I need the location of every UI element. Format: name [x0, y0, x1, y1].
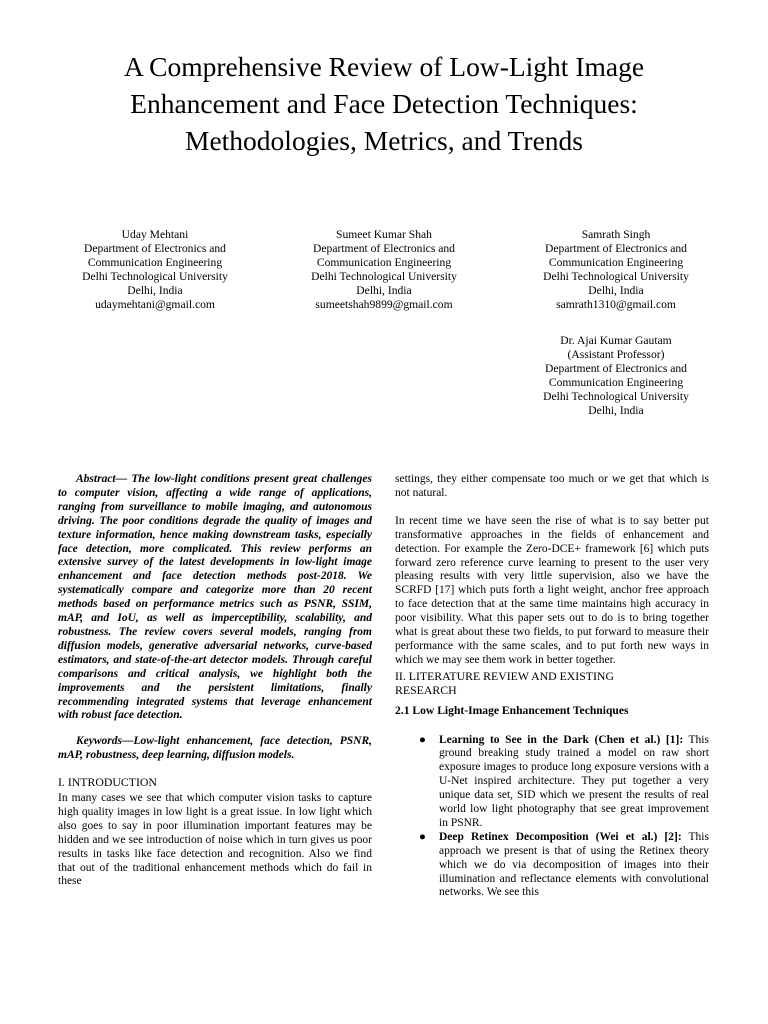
- author-dept: Department of Electronics and: [84, 241, 226, 255]
- author-block-2: [284, 228, 484, 311]
- author-univ: Delhi Technological University: [311, 269, 457, 283]
- abstract-lead: Abstract—: [76, 473, 128, 485]
- author-location: Delhi, India: [127, 283, 183, 297]
- author-name: Sumeet Kumar Shah: [336, 228, 432, 241]
- paragraph: settings, they either compensate too much or we get that which is not natural.: [395, 473, 709, 499]
- author-dept: Department of Electronics and: [545, 361, 687, 375]
- left-column: [58, 473, 372, 889]
- item-title: Learning to See in the Dark (Chen et al.) [1]:: [439, 733, 684, 746]
- paper-title: [60, 48, 708, 159]
- author-univ: Delhi Technological University: [543, 389, 689, 403]
- author-name: Uday Mehtani: [121, 228, 189, 241]
- author-block-1: [55, 228, 255, 311]
- bullet: ●: [419, 733, 426, 746]
- subsection-heading: 2.1 Low Light-Image Enhancement Techniques: [395, 703, 629, 717]
- item-title: Deep Retinex Decomposition (Wei et al.) [2]:: [439, 830, 682, 843]
- item-text: This ground breaking study trained a model on raw short exposure images to produce long exposure versions with a U-Net inspired architecture. They put together a very unique data set, SID which we present the results of real world low light photography that see great improvement in PSNR.: [439, 733, 709, 829]
- title-line: A Comprehensive Review of Low-Light Image: [123, 51, 645, 82]
- bullet: ●: [419, 830, 426, 843]
- author-dept: Department of Electronics and: [545, 241, 687, 255]
- section-heading-introduction: I. INTRODUCTION: [58, 775, 157, 790]
- author-univ: Delhi Technological University: [82, 269, 228, 283]
- author-location: Delhi, India: [588, 403, 644, 417]
- author-dept: Communication Engineering: [548, 255, 684, 269]
- paragraph: In recent time we have seen the rise of what is to say better put transformative approaches in the fields of enhancement and detection. For example the Zero-DCE+ framework [6] which puts forward zero reference curve learning to present to the user very pleasing results with very little supervision, also we have the SCRFD [17] which puts forth a light weight, anchor free approach to face detection that at the same time maintains high accuracy in poor visibility. What this paper sets out to do is to bring together what is great about these two fields, to put forward to measure their performance with the same scales, and to put forth new ways in which we may see them work in better together.: [395, 514, 709, 666]
- literature-list: [395, 734, 709, 901]
- list-item: [395, 831, 709, 901]
- author-name: Dr. Ajai Kumar Gautam: [560, 334, 672, 347]
- right-column: [395, 473, 709, 900]
- abstract: [58, 473, 372, 723]
- author-block-3: [516, 228, 716, 311]
- author-block-4: [516, 334, 716, 417]
- intro-paragraph: In many cases we see that which computer vision tasks to capture high quality images in low light is a great issue. In low light which also goes to say in poor illumination important features may be hidden and we see introduction of noise which in turn gives us poor results in tasks like face detection and recognition. Also we find that out of the traditional enhancement methods which do fail in these: [58, 792, 372, 888]
- heading-line: II. LITERATURE REVIEW AND EXISTING: [395, 668, 614, 683]
- heading-line: RESEARCH: [395, 682, 457, 697]
- keywords: Keywords—Low-light enhancement, face detection, PSNR, mAP, robustness, deep learning, diffusion models.: [58, 735, 372, 762]
- author-email: samrath1310@gmail.com: [556, 297, 676, 311]
- author-dept: Communication Engineering: [87, 255, 223, 269]
- list-item: [395, 734, 709, 831]
- author-univ: Delhi Technological University: [543, 269, 689, 283]
- author-email: sumeetshah9899@gmail.com: [315, 297, 453, 311]
- author-dept: Communication Engineering: [316, 255, 452, 269]
- author-email: udaymehtani@gmail.com: [95, 297, 215, 311]
- title-line: Methodologies, Metrics, and Trends: [185, 125, 583, 156]
- author-name: Samrath Singh: [581, 228, 651, 241]
- author-location: Delhi, India: [356, 283, 412, 297]
- section-heading-literature-review: [395, 670, 709, 698]
- item-text: This approach we present is that of using the Retinex theory which we do via decomposition of images into their illumination and reflectance elements with convolutional networks. We see this: [439, 830, 709, 899]
- abstract-text: The low-light conditions present great challenges to computer vision, affecting a wide range of applications, ranging from surveillance to mobile imaging, and autonomous driving. The poor conditions degrade the quality of images and texture information, hence making downstream tasks, especially face detection, more complicated. This review performs an extensive survey of the latest developments in low-light image enhancement and face detection methods post-2018. We systematically compare and categorize more than 20 recent methods based on performance metrics such as PSNR, SSIM, mAP, and IoU, as well as imperceptibility, scalability, and robustness. The review covers several models, ranging from diffusion models, generative adversarial networks, curve-based estimators, and state-of-the-art detector models. Through careful comparisons and critical analysis, we highlight both the improvements and the persistent limitations, finally recommending integrated systems that leverage enhancement with robust face detection.: [58, 473, 372, 722]
- title-line: Enhancement and Face Detection Techniques:: [130, 88, 638, 119]
- author-role: (Assistant Professor): [567, 347, 665, 361]
- author-location: Delhi, India: [588, 283, 644, 297]
- author-dept: Communication Engineering: [548, 375, 684, 389]
- author-dept: Department of Electronics and: [313, 241, 455, 255]
